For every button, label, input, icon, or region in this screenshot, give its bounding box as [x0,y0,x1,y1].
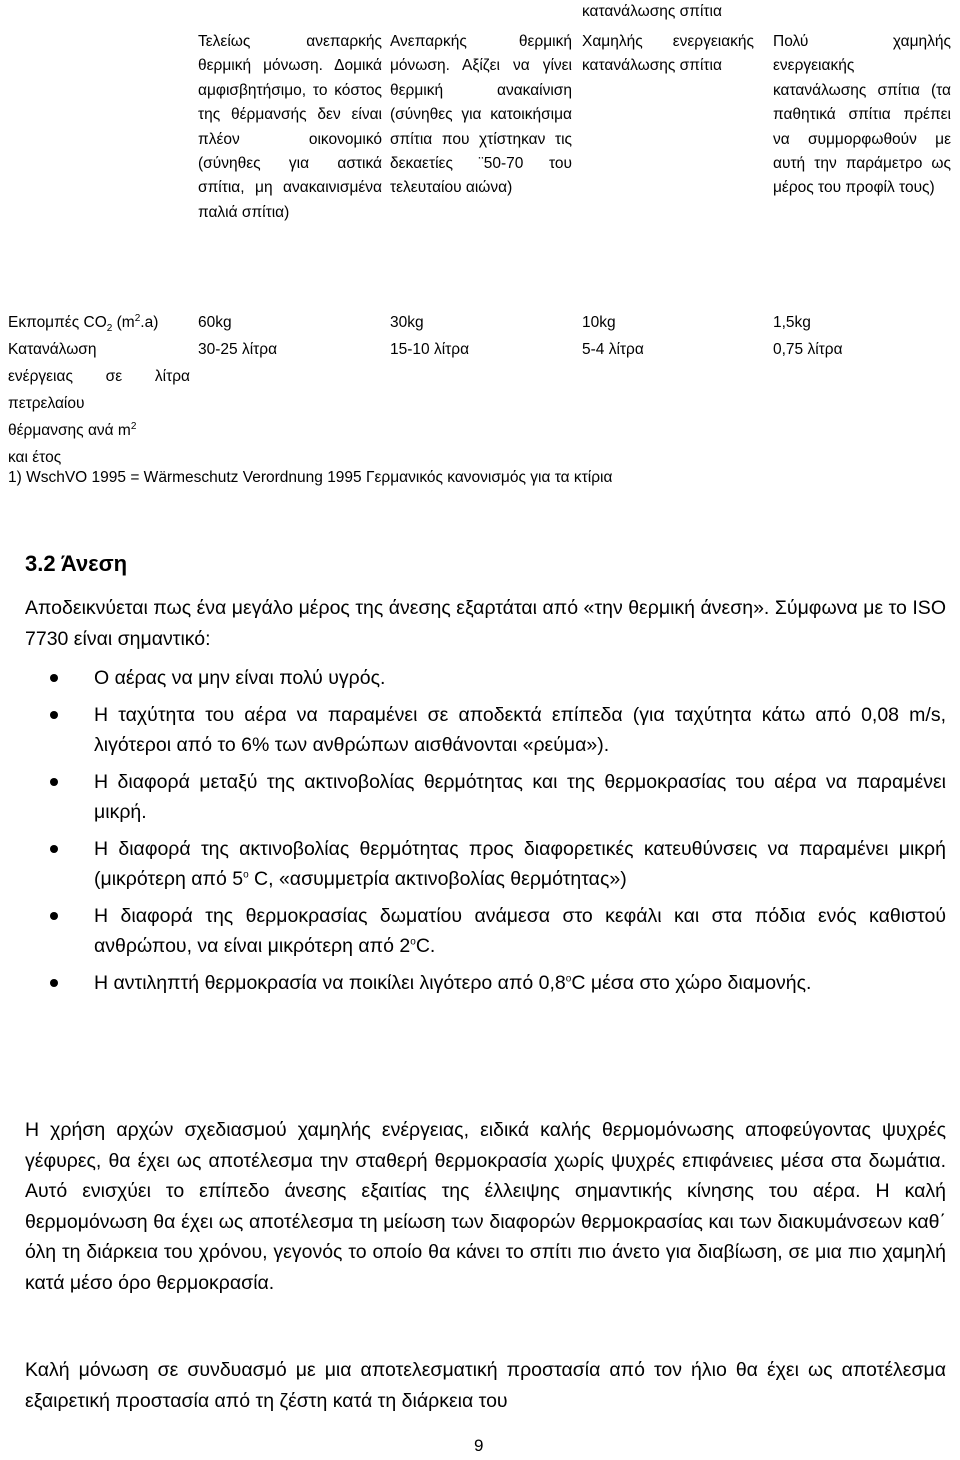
consumption-value-2: 15-10 λίτρα [390,341,470,358]
comfort-criteria-list [25,663,946,1004]
table-header-cont: κατανάλωσης σπίτια [582,3,722,20]
paragraph-insulation: Καλή μόνωση σε συνδυασμό με μια αποτελεσματική προστασία από τον ήλιο θα έχει ως αποτέλεσμα εξαιρετική προστασία από τη ζέστη κατά τη διάρκεια του [25,1359,946,1412]
bullet-vertical-gradient: Η διαφορά της θερμοκρασίας δωματίου ανάμεσα στο κεφάλι και στα πόδια ενός καθιστού ανθρώπου, να είναι μικρότερη από $2^oC$. [25,901,946,962]
emissions-value-3: 10kg [582,314,616,331]
table-col4-desc: Πολύ χαμηλής ενεργειακής κατανάλωσης σπίτια (τα παθητικά σπίτια πρέπει να συμμορφωθούν με αυτή την παράμετρο ως μέρος του προφίλ τους) [773,33,951,197]
bullet-air-speed: Η ταχύτητα του αέρα να παραμένει σε αποδεκτά επίπεδα (για ταχύτητα κάτω από 0,08 m/s, λιγότεροι από το 6% των ανθρώπων αισθάνονται «ρεύμα»). [25,700,946,761]
bullet-humidity: Ο αέρας να μην είναι πολύ υγρός. [25,663,946,694]
bullet-radiant-asymmetry: Η διαφορά της ακτινοβολίας θερμότητας προς διαφορετικές κατευθύνσεις να παραμένει μικρή (μικρότερη από $5^o$ C, «ασυμμετρία ακτινοβολίας θερμότητας») [25,834,946,895]
table-col1-desc: Τελείως ανεπαρκής θερμική μόνωση. Δομικά αμφισβητήσιμο, το κόστος της θέρμανσής δεν είναι πλέον οικονομικό (σύνηθες για αστικά σπίτια, μη ανακαινισμένα παλιά σπίτια) [198,33,382,221]
page-number: 9 [474,1436,484,1455]
bullet-dot-icon [50,778,58,786]
table-col3-desc: Χαμηλής ενεργειακής κατανάλωσης σπίτια [582,33,754,75]
emissions-value-1: 60kg [198,314,232,331]
paragraph-low-energy: Η χρήση αρχών σχεδιασμού χαμηλής ενέργειας, ειδικά καλής θερμομόνωσης αποφεύγοντας ψυχρές γέφυρες, θα έχει ως αποτέλεσμα την σταθερή θερμοκρασία χωρίς ψυχρές επιφάνειες μέσα στα δωμάτια. Αυτό ενισχύει το επίπεδο άνεσης εξαιτίας της έλλειψης σημαντικής κίνησης του αέρα. Η καλή θερμομόνωση θα έχει ως αποτέλεσμα τη μείωση των διαφορών θερμοκρασίας και των διακυμάνσεων καθ΄ όλη τη διάρκεια του χρόνου, γεγονός το οποίο θα κάνει το σπίτι πιο άνετο για διαβίωση, σε μια πιο χαμηλή κατά μέσο όρο θερμοκρασία. [25,1119,946,1294]
table-footnote: 1) WschVO 1995 = Wärmeschutz Verordnung 1995 Γερμανικός κανονισμός για τα κτίρια [8,469,613,486]
section-intro: Αποδεικνύεται πως ένα μεγάλο μέρος της άνεσης εξαρτάται από «την θερμική άνεση». Σύμφωνα με το ISO 7730 είναι σημαντικό: [25,597,946,650]
bullet-dot-icon [50,674,58,682]
consumption-value-3: 5-4 λίτρα [582,341,644,358]
consumption-label: Κατανάλωση ενέργειας σε λίτρα πετρελαίου θέρμανσης ανά $m^2$ και έτος [8,341,190,466]
bullet-dot-icon [50,912,58,920]
consumption-value-1: 30-25 λίτρα [198,341,278,358]
bullet-radiant-air-difference: Η διαφορά μεταξύ της ακτινοβολίας θερμότητας και της θερμοκρασίας του αέρα να παραμένει μικρή. [25,767,946,828]
section-heading: 3.2 Άνεση [25,551,128,576]
bullet-dot-icon [50,845,58,853]
bullet-dot-icon [50,711,58,719]
bullet-perceived-temperature: Η αντιληπτή θερμοκρασία να ποικίλει λιγότερο από $0,8^oC$ μέσα στο χώρο διαμονής. [25,968,946,999]
emissions-value-2: 30kg [390,314,424,331]
emissions-label: Εκπομπές $CO_2$ $(m^2.a)$ [8,312,159,335]
consumption-value-4: 0,75 λίτρα [773,341,843,358]
bullet-dot-icon [50,979,58,987]
emissions-value-4: 1,5kg [773,314,811,331]
table-col2-desc: Ανεπαρκής θερμική μόνωση. Αξίζει να γίνει θερμική ανακαίνιση (σύνηθες για κατοικήσιμα σπίτια που χτίστηκαν τις δεκαετίες ¨50-70 του τελευταίου αιώνα) [390,33,572,197]
